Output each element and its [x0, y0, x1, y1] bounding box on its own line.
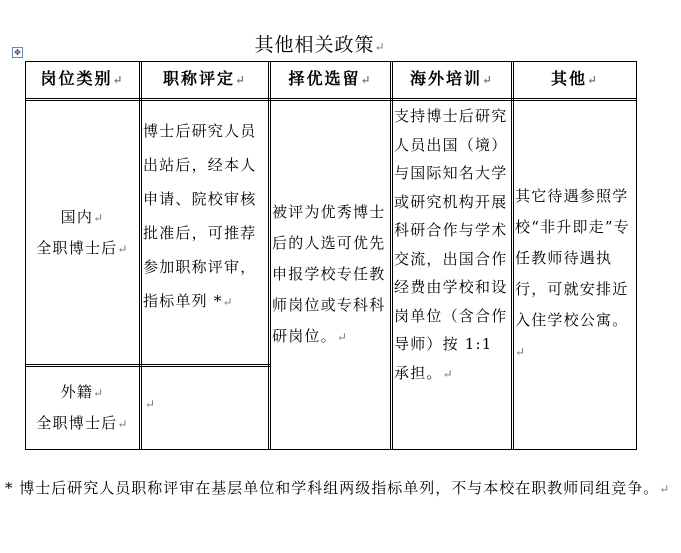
cell-selection: 被评为优秀博士后的人选可优先申报学校专任教师岗位或专科科研岗位。↵ — [272, 202, 386, 345]
cell-overseas: 支持博士后研究人员出国（境）与国际知名大学或研究机构开展科研合作与学术交流，出国合作经费由学校和设岗单位（含合作导师）按 1:1 承担。↵ — [394, 107, 508, 382]
page-title: 其他相关政策↵ — [254, 34, 386, 56]
cell-other: 其它待遇参照学校“非升即走”专任教师待遇执行，可就安排近入住学校公寓。↵ — [515, 187, 630, 359]
cell-domestic-category: 国内↵ 全职博士后↵ — [36, 208, 129, 257]
cell-title-eval: 博士后研究人员出站后，经本人申请、院校审核批准后，可推荐参加职称评审，指标单列 *↵ — [143, 122, 257, 310]
header-title-eval: 职称评定↵ — [162, 69, 248, 88]
header-overseas: 海外培训↵ — [409, 69, 495, 88]
cell-foreign-title-eval: ↵ — [145, 397, 156, 411]
header-category: 岗位类别↵ — [40, 69, 125, 88]
cell-foreign-category: 外籍↵ 全职博士后↵ — [36, 383, 129, 432]
policy-table — [25, 61, 637, 450]
table-move-handle-icon[interactable]: ✥ — [12, 47, 23, 58]
footnote: * 博士后研究人员职称评审在基层单位和学科组两级指标单列，不与本校在职教师同组竞争。↵ — [5, 479, 671, 497]
header-other: 其他↵ — [550, 69, 600, 88]
header-selection: 择优选留↵ — [288, 69, 373, 88]
